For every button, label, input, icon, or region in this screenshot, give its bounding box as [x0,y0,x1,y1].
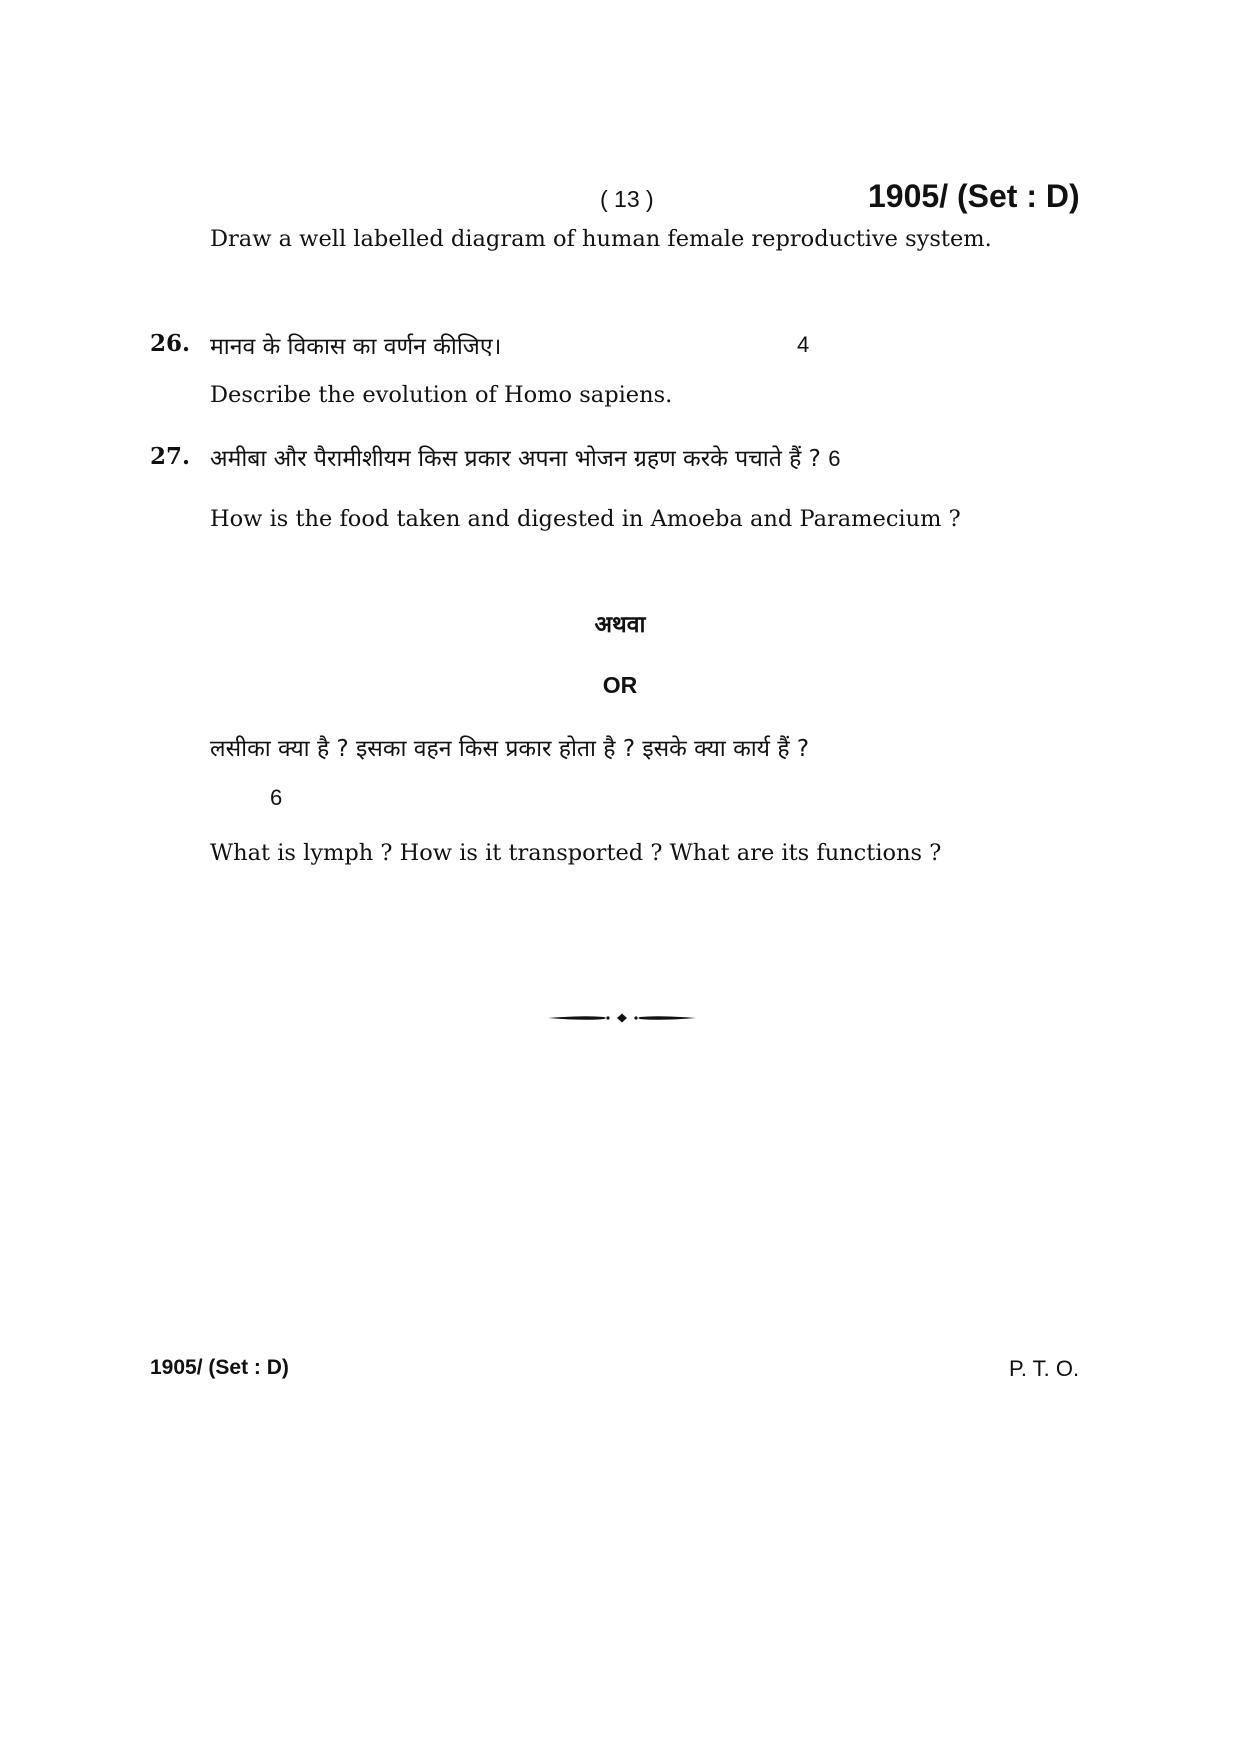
end-of-paper-ornament [548,1011,696,1025]
or-english: OR [602,672,638,698]
question-27-hindi [210,441,840,473]
question-27-marks: 6 [828,446,841,471]
question-27-english: How is the food taken and digested in Amoeba and Paramecium ? [210,506,961,532]
question-26-hindi: मानव के विकास का वर्णन कीजिए। [210,334,502,360]
question-27-number: 27. [150,443,191,470]
question-27-alternative-marks: 6 [270,785,283,810]
question-26-english: Describe the evolution of Homo sapiens. [210,382,673,408]
footer-set-code: 1905/ (Set : D) [150,1356,289,1379]
set-code-header: 1905/ (Set : D) [868,178,1080,214]
question-26-number: 26. [150,330,191,357]
question-27-alternative-english: What is lymph ? How is it transported ? What are its functions ? [210,840,942,866]
question-26-marks: 4 [797,332,810,357]
carryover-question-text: Draw a well labelled diagram of human female reproductive system. [210,226,992,252]
please-turn-over: P. T. O. [1009,1356,1080,1381]
question-27-hindi-text: अमीबा और पैरामीशीयम किस प्रकार अपना भोजन ग्रहण करके पचाते हैं ? [210,446,821,472]
page-number: ( 13 ) [600,186,654,212]
or-hindi: अथवा [594,612,646,638]
question-27-alternative-hindi: लसीका क्या है ? इसका वहन किस प्रकार होता है ? इसके क्या कार्य हैं ? [210,736,810,762]
